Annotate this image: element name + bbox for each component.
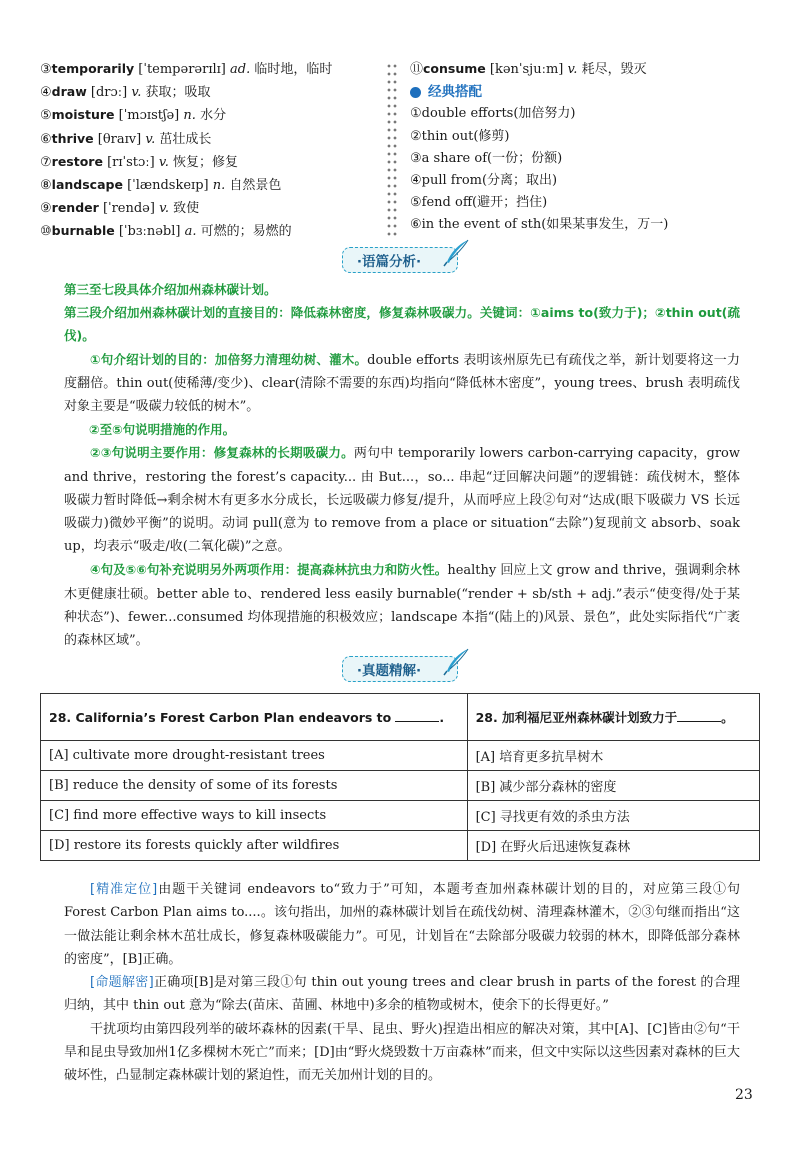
vocab-meaning: 可燃的；易燃的	[200, 224, 292, 240]
analysis-explanation: 两句中 temporarily lowers carbon-carrying capacity，grow and thrive，restoring the forest’s capacity... 由 But...，so... 串起“迂回解决问题”的逻辑链：疏伐树木，整体吸碳力暂时降低→剩余树木有更多水分成长，长远吸碳力修复/提升，从而呼应上段②句对“达成(眼下吸碳力 VS 长远吸碳力)微妙平衡”的说明。动词 pull(意为 to remove from a place or situation“去除”)复现前文 absorb、soak up，均表示“吸走/收(二氧化碳)”之意。	[64, 446, 740, 555]
option-row	[41, 741, 760, 771]
vocab-meaning: 茁壮成长	[159, 131, 212, 147]
bullet-dot-icon	[410, 87, 421, 98]
vocab-phonetic: [kənˈsjuːm]	[489, 62, 564, 77]
vocab-phonetic: [drɔː]	[90, 85, 128, 101]
answer-paragraph-decode	[64, 971, 740, 1018]
vocab-word: landscape	[51, 177, 123, 193]
analysis-point: ④句及⑤⑥句补充说明另外两项作用：提高森林抗虫力和防火性。	[90, 562, 448, 578]
vocab-item	[40, 174, 370, 197]
vocab-item	[40, 58, 370, 81]
vocab-pos: n.	[183, 108, 196, 124]
item-number: ④	[40, 85, 52, 101]
section-title-text: ·语篇分析·	[356, 254, 422, 270]
item-number: ⑥	[40, 131, 52, 147]
vocab-meaning: 致使	[173, 201, 200, 217]
analysis-summary: 第三至七段具体介绍加州森林碳计划。	[64, 282, 277, 297]
vocab-pos: v.	[567, 62, 578, 77]
item-number: ③	[40, 62, 52, 77]
analysis-paragraph	[64, 558, 740, 652]
quill-pen-icon	[441, 647, 471, 677]
question-stem-zh	[467, 694, 759, 741]
vocab-meaning: 耗尽，毁灭	[581, 62, 647, 77]
collocation-item: ④pull from(分离；取出)	[410, 173, 558, 189]
vocab-list-left	[40, 58, 370, 244]
answer-blank	[395, 709, 439, 722]
vocab-item	[40, 104, 370, 127]
vocab-phonetic: [θraɪv]	[97, 131, 142, 147]
collocation-heading-text: 经典搭配	[428, 84, 482, 101]
answer-explanation	[64, 878, 740, 1088]
answer-tag: [精准定位]	[90, 882, 158, 897]
vocab-phonetic: [rɪˈstɔː]	[107, 154, 155, 170]
vocab-word: temporarily	[51, 61, 135, 76]
answer-text: 正确项[B]是对第三段①句 thin out young trees and clear brush in parts of the forest 的合理归纳，其中 thin out 意为“除去(苗床、苗圃、林地中)多余的植物或树木，使余下的长得更好。”	[64, 975, 740, 1014]
option-en: [A] cultivate more drought-resistant trees	[41, 741, 468, 771]
answer-tag: [命题解密]	[90, 975, 154, 991]
vocab-word: burnable	[51, 223, 115, 239]
vocab-pos: n.	[212, 178, 226, 194]
vocab-pos: v.	[158, 154, 169, 170]
option-row	[41, 801, 760, 831]
column-divider	[386, 62, 398, 238]
vocab-list-right	[410, 58, 760, 237]
analysis-explanation: healthy 回应上文 grow and thrive，强调剩余林木更健康壮硕。better able to、rendered less easily burnable(“render + sb/sth + adj.”表示“使变得/处于某种状态”)、fewer...consumed 均体现措施的积极效应；landscape 本指“(陆上的)风景、景色”，此处实际指代“广袤的森林区域”。	[64, 563, 740, 649]
option-en: [C] find more effective ways to kill insects	[41, 801, 468, 831]
section-title-wrap	[0, 656, 800, 682]
vocab-phonetic: [ˈbɜːnəbl]	[118, 224, 181, 240]
collocation-item: ②thin out(修剪)	[410, 128, 510, 144]
question-table	[40, 693, 760, 861]
collocation-item: ⑤fend off(避开；挡住)	[410, 195, 548, 211]
collocation-item: ⑥in the event of sth(如果某事发生，万一)	[410, 217, 669, 233]
vocab-meaning: 临时地，临时	[254, 62, 333, 77]
item-number: ⑧	[40, 178, 52, 194]
vocab-phonetic: [ˈlændskeɪp]	[127, 178, 209, 194]
vocab-item	[40, 220, 370, 243]
vocab-item	[40, 151, 370, 174]
vocab-word: restore	[51, 153, 103, 169]
analysis-paragraph	[64, 348, 740, 419]
collocation-heading	[410, 81, 760, 103]
item-number: ⑦	[40, 154, 52, 170]
item-number: ⑩	[40, 224, 52, 240]
collocation-item: ①double efforts(加倍努力)	[410, 106, 576, 122]
vocab-pos: v.	[159, 201, 170, 217]
vocab-word: thrive	[51, 130, 94, 146]
option-zh: [B] 减少部分森林的密度	[467, 771, 759, 801]
option-en: [B] reduce the density of some of its forests	[41, 771, 468, 801]
option-en: [D] restore its forests quickly after wildfires	[41, 831, 468, 861]
stem-text: 28. 加利福尼亚州森林碳计划致力于	[475, 710, 678, 725]
stem-text: 28. California’s Forest Carbon Plan endeavors to	[49, 709, 392, 725]
analysis-paragraph-purpose: 第三段介绍加州森林碳计划的直接目的：降低森林密度，修复森林吸碳力。关键词：①aims to(致力于)；②thin out(疏伐)。	[64, 305, 740, 344]
analysis-section	[64, 278, 740, 652]
option-zh: [C] 寻找更有效的杀虫方法	[467, 801, 759, 831]
vocab-meaning: 自然景色	[229, 178, 282, 194]
answer-paragraph-location	[64, 878, 740, 971]
answer-paragraph-distractors: 干扰项均由第四段列举的破坏森林的因素(干旱、昆虫、野火)捏造出相应的解决对策，其中[A]、[C]皆由②句“干旱和昆虫导致加州1亿多棵树木死亡”而来；[D]由“野火烧毁数十万亩森林”而来，但文中实际以这些因素对森林的巨大破坏性，凸显制定森林碳计划的紧迫性，而无关加州计划的目的。	[64, 1021, 740, 1084]
analysis-point: ①句介绍计划的目的：加倍努力清理幼树、灌木。	[90, 351, 368, 367]
option-row	[41, 771, 760, 801]
stem-text-end: 。	[721, 710, 734, 725]
vocab-phonetic: [ˈrendə]	[102, 201, 155, 217]
vocab-pos: a.	[184, 224, 197, 240]
vocab-item	[40, 197, 370, 220]
vocab-word: render	[51, 200, 99, 216]
vocab-meaning: 获取；吸取	[145, 85, 211, 101]
section-title-wrap	[0, 247, 800, 273]
vocab-pos: ad.	[230, 62, 251, 77]
vocab-pos: v.	[145, 131, 156, 147]
section-title-discourse-analysis	[342, 247, 458, 273]
vocab-item	[40, 81, 370, 104]
quill-pen-icon	[441, 238, 471, 268]
option-row	[41, 831, 760, 861]
section-title-text: ·真题精解·	[356, 663, 422, 679]
question-stem-row	[41, 694, 760, 741]
option-zh: [A] 培育更多抗旱树木	[467, 741, 759, 771]
item-number: ⑪	[410, 62, 424, 77]
answer-text: 由题干关键词 endeavors to“致力于”可知，本题考查加州森林碳计划的目的，对应第三段①句 Forest Carbon Plan aims to....。该句指出，加州的森林碳计划旨在疏伐幼树、清理森林灌木，②③句继而指出“这一做法能让剩余林木茁壮成长，修复森林吸碳能力”。可见，计划旨在“去除部分吸碳力较弱的林木，即降低部分森林的密度”，[B]正确。	[64, 882, 740, 967]
analysis-point: ②至⑤句说明措施的作用。	[89, 422, 236, 438]
analysis-explanation: double efforts 表明该州原先已有疏伐之举，新计划要将这一力度翻倍。thin out(使稀薄/变少)、clear(清除不需要的东西)均指向“降低林木密度”，young trees、brush 表明疏伐对象主要是“吸碳力较低的树木”。	[64, 352, 740, 415]
answer-blank	[677, 709, 721, 722]
vocab-pos: v.	[131, 85, 142, 101]
page-number: 23	[735, 1087, 753, 1103]
vocab-meaning: 水分	[200, 108, 227, 124]
vocab-word: moisture	[51, 107, 115, 123]
item-number: ⑤	[40, 108, 52, 124]
stem-text-end: .	[439, 709, 445, 725]
vocab-meaning: 恢复；修复	[172, 154, 238, 170]
question-stem-en	[41, 694, 468, 741]
section-title-exam-solution	[342, 656, 458, 682]
vocab-item	[410, 58, 760, 81]
analysis-point: ②③句说明主要作用：修复森林的长期吸碳力。	[90, 445, 354, 461]
item-number: ⑨	[40, 201, 52, 217]
analysis-paragraph	[64, 441, 740, 558]
vocab-phonetic: [ˈmɔɪstʃə]	[118, 108, 180, 124]
vocab-word: draw	[51, 84, 87, 100]
collocation-item: ③a share of(一份；份额)	[410, 150, 563, 166]
vocab-phonetic: [ˈtempərərɪlɪ]	[138, 62, 226, 77]
option-zh: [D] 在野火后迅速恢复森林	[467, 831, 759, 861]
vocab-item	[40, 128, 370, 151]
vocab-word: consume	[423, 61, 486, 76]
